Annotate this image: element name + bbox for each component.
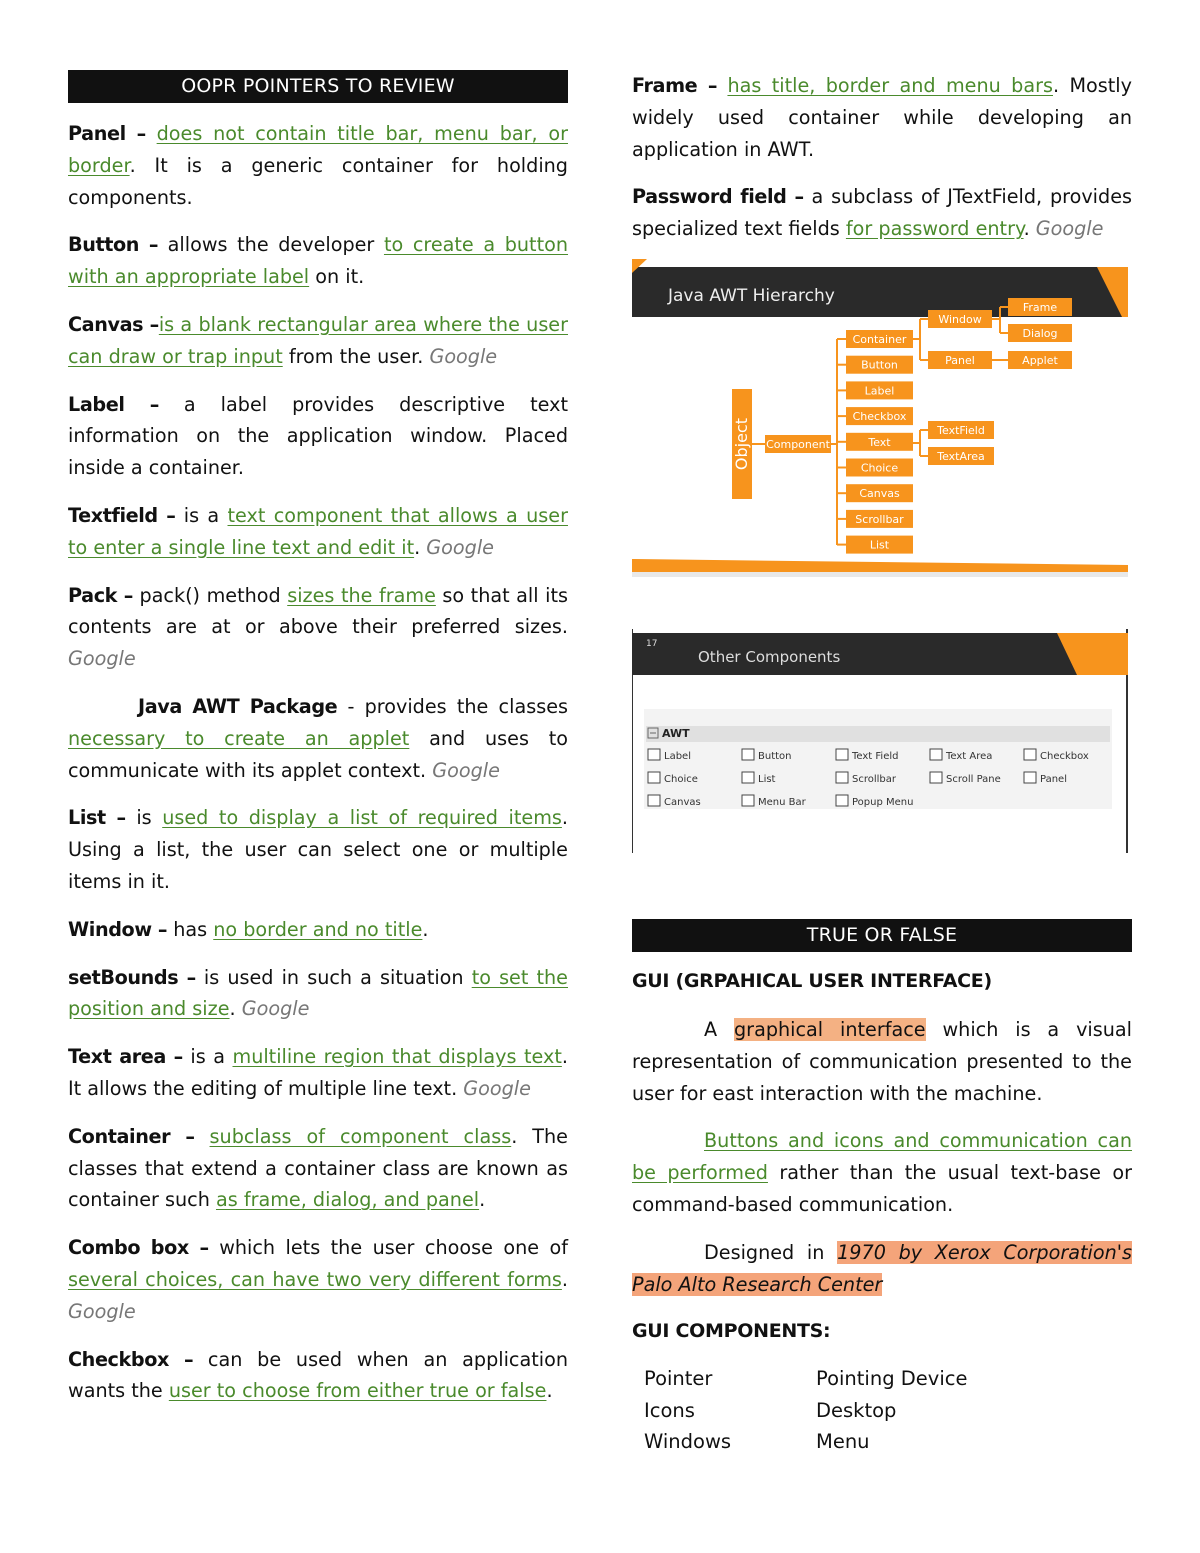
- applet-node-label: Applet: [1022, 353, 1058, 367]
- palette-item: Scrollbar: [852, 773, 896, 785]
- palette-item: Text Field: [852, 750, 899, 762]
- def-list: List – is used to display a list of required items. Using a list, the user can select one or multiple items in it.: [68, 806, 569, 893]
- list-link[interactable]: used to display a list of required items: [162, 806, 562, 830]
- right-column: [632, 70, 1132, 1458]
- def-window: Window – has no border and no title.: [68, 917, 429, 941]
- def-canvas: Canvas –is a blank rectangular area where the user can draw or trap input from the user. Google: [68, 312, 569, 368]
- palette-item: Popup Menu: [852, 796, 914, 808]
- dialog-node-label: Dialog: [1022, 326, 1058, 340]
- palette-item-icon: [836, 795, 848, 806]
- button-link[interactable]: to create a button with an appropriate label: [68, 233, 569, 289]
- combobox-link[interactable]: several choices, can have two very different forms: [68, 1267, 562, 1291]
- true-false-banner: TRUE OR FALSE: [632, 919, 1132, 952]
- palette-item: List: [758, 773, 776, 785]
- def-pack: Pack – pack() method sizes the frame so that all its contents are at or above their preferred sizes. Google: [68, 583, 568, 671]
- palette-item-icon: [742, 795, 754, 806]
- container-link-2[interactable]: as frame, dialog, and panel: [215, 1188, 480, 1212]
- review-banner: OOPR POINTERS TO REVIEW: [68, 70, 568, 103]
- google-ref: Google: [1035, 217, 1104, 241]
- component-child-label: Canvas: [859, 487, 900, 501]
- def-button: Button – allows the developer to create a button with an appropriate label on it.: [68, 233, 569, 289]
- awt-link[interactable]: necessary to create an applet: [68, 726, 410, 750]
- textarea-link[interactable]: multiline region that displays text: [232, 1045, 562, 1069]
- gui-paragraph-1: A graphical interface which is a visual representation of communication presented to the user for east interaction with the machine.: [632, 1017, 1132, 1105]
- palette-item-icon: [1024, 749, 1036, 760]
- component-child-label: Container: [852, 332, 907, 346]
- other-components-figure: [632, 629, 1128, 853]
- component-cell: Pointer: [644, 1367, 713, 1391]
- highlight-graphical-interface: graphical interface: [734, 1017, 926, 1041]
- component-cell: Menu: [816, 1430, 870, 1454]
- component-cell: Icons: [644, 1398, 695, 1422]
- def-textarea: Text area – is a multiline region that displays text. It allows the editing of multiple line text. Google: [68, 1045, 568, 1100]
- google-ref: Google: [241, 997, 310, 1021]
- awt-hierarchy-diagram: [632, 259, 1128, 577]
- palette-item-icon: [836, 749, 848, 760]
- palette-item-icon: [648, 795, 660, 806]
- textfield-node-label: TextField: [937, 423, 985, 437]
- google-ref: Google: [426, 535, 494, 559]
- frame-node-label: Frame: [1022, 300, 1058, 314]
- gui-components-table: [644, 1363, 988, 1458]
- palette-item-icon: [742, 749, 754, 760]
- google-ref: Google: [432, 758, 500, 782]
- component-child-label: Label: [864, 384, 895, 398]
- gui-components-title: GUI COMPONENTS:: [632, 1320, 831, 1343]
- slide-number: 17: [646, 638, 658, 649]
- def-checkbox: Checkbox – can be used when an application wants the user to choose from either true or false.: [68, 1347, 568, 1403]
- component-child-label: Text: [868, 435, 891, 449]
- palette-item-icon: [648, 772, 660, 783]
- def-combobox: Combo box – which lets the user choose one of several choices, can have two very different forms. Google: [68, 1236, 568, 1323]
- canvas-link[interactable]: is a blank rectangular area where the user can draw or trap input: [68, 312, 569, 368]
- table-row: [644, 1426, 988, 1458]
- palette-item-icon: [648, 749, 660, 760]
- component-cell: Pointing Device: [816, 1367, 968, 1391]
- gui-paragraph-3: Designed in 1970 by Xerox Corporation's Palo Alto Research Center: [632, 1240, 1133, 1296]
- object-label: Object: [732, 417, 751, 471]
- palette-item-icon: [836, 772, 848, 783]
- panel-link[interactable]: does not contain title bar, menu bar, or border: [68, 122, 568, 177]
- hierarchy-title: Java AWT Hierarchy: [668, 285, 835, 306]
- component-label: Component: [766, 437, 830, 451]
- palette-item-icon: [930, 749, 942, 760]
- pack-link[interactable]: sizes the frame: [287, 583, 436, 607]
- def-frame: Frame – has title, border and menu bars. Mostly widely used container while developing an application in AWT.: [632, 74, 1132, 161]
- table-row: [644, 1363, 988, 1395]
- component-child-label: List: [869, 538, 890, 552]
- textarea-node-label: TextArea: [937, 449, 985, 463]
- other-title: Other Components: [698, 647, 841, 666]
- gui-paragraph-2: Buttons and icons and communication can be performed rather than the usual text-base or command-based communication.: [632, 1129, 1132, 1216]
- google-ref: Google: [463, 1076, 531, 1100]
- highlight-xerox: 1970 by Xerox Corporation's Palo Alto Research Center: [632, 1240, 1133, 1296]
- def-textfield: Textfield – is a text component that allows a user to enter a single line text and edit it. Google: [68, 503, 568, 559]
- palette-item-icon: [1024, 772, 1036, 783]
- gui-link[interactable]: Buttons and icons and communication can be performed: [632, 1129, 1132, 1185]
- password-link[interactable]: for password entry: [845, 217, 1024, 241]
- frame-link[interactable]: has title, border and menu bars: [727, 74, 1053, 97]
- palette-item-icon: [930, 772, 942, 783]
- component-child-label: Choice: [860, 461, 899, 475]
- def-panel: Panel – does not contain title bar, menu bar, or border. It is a generic container for holding components.: [68, 122, 568, 209]
- component-child-label: Scrollbar: [855, 512, 904, 526]
- palette-item-icon: [742, 772, 754, 783]
- gui-title: GUI (GRPAHICAL USER INTERFACE): [632, 969, 992, 992]
- window-link[interactable]: no border and no title: [213, 917, 423, 941]
- component-cell: Windows: [644, 1430, 732, 1454]
- def-container: Container – subclass of component class. The classes that extend a container class are known as container such as frame, dialog, and panel.: [68, 1124, 568, 1212]
- window-node-label: Window: [938, 312, 982, 326]
- palette-item: Canvas: [664, 796, 701, 808]
- left-column: [68, 70, 568, 1407]
- palette-item: Panel: [1040, 773, 1067, 785]
- panel-node-label: Panel: [945, 353, 975, 367]
- palette-item: Button: [758, 750, 792, 762]
- def-setbounds: setBounds – is used in such a situation to set the position and size. Google: [68, 965, 568, 1021]
- google-ref: Google: [429, 344, 498, 368]
- def-password: Password field – a subclass of JTextField, provides specialized text fields for password entry. Google: [632, 185, 1132, 241]
- palette-item: Text Area: [946, 750, 993, 762]
- component-child-label: Checkbox: [852, 410, 907, 424]
- other-components-slide: [632, 629, 1128, 853]
- checkbox-link[interactable]: user to choose from either true or false: [168, 1379, 547, 1403]
- component-child-label: Button: [861, 358, 898, 372]
- container-link[interactable]: subclass of component class: [209, 1124, 512, 1148]
- table-row: [644, 1395, 988, 1427]
- palette-item: Menu Bar: [758, 796, 806, 808]
- def-label: Label – a label provides descriptive text information on the application window. Placed inside a container.: [68, 392, 568, 480]
- palette-group: AWT: [662, 726, 690, 740]
- palette-item: Choice: [664, 773, 698, 785]
- google-ref: Google: [68, 1299, 136, 1323]
- def-awt-package: Java AWT Package - provides the classes necessary to create an applet and uses to communicate with its applet context. Google: [68, 694, 569, 782]
- palette-item: Label: [664, 750, 691, 762]
- component-cell: Desktop: [816, 1398, 897, 1422]
- textfield-link[interactable]: text component that allows a user to enter a single line text and edit it: [68, 503, 568, 559]
- palette-item: Checkbox: [1040, 750, 1089, 762]
- google-ref: Google: [68, 647, 136, 671]
- palette-item: Scroll Pane: [946, 773, 1001, 785]
- awt-hierarchy-figure: [632, 259, 1128, 577]
- setbounds-link[interactable]: to set the position and size: [68, 965, 568, 1021]
